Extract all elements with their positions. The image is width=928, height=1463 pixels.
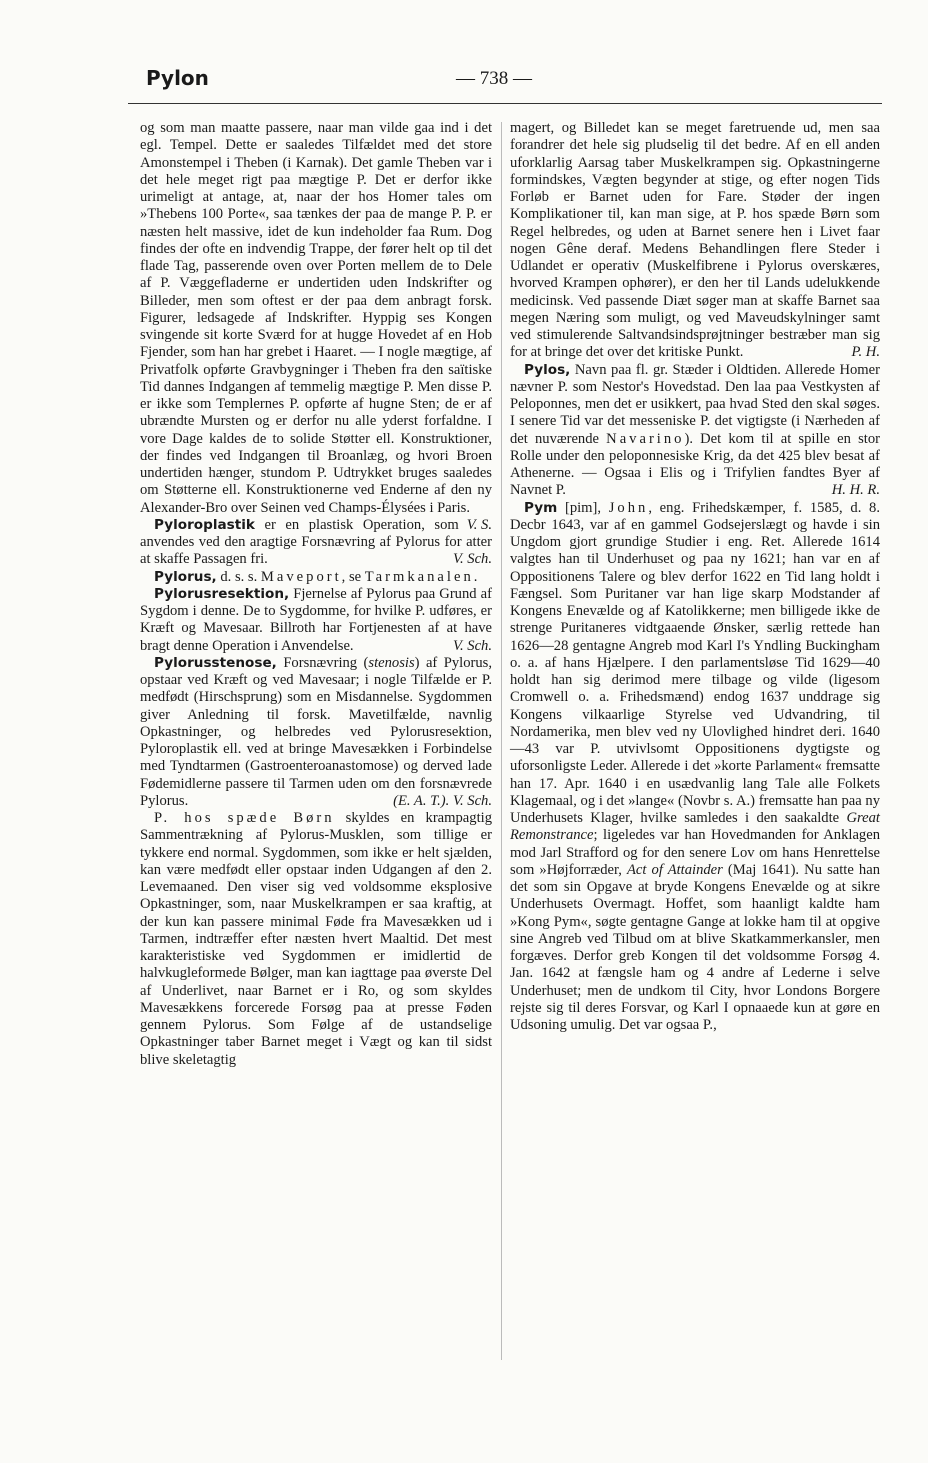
headword: Pylorusstenose, (154, 654, 277, 671)
right-column (510, 120, 880, 1034)
page-header (146, 62, 880, 102)
entry-text: , se (341, 568, 365, 585)
entry-text: Navn paa fl. gr. Stæder i Oldtiden. Allerede Homer nævner P. som Nestor's Hovedstad. Den laa paa Vestkysten af Peloponnes, men det er usikkert, paa hvad Sted den skal søges. I senere Tid var det messeniske P. det vigtigste (i Nærheden af det nuværende (510, 361, 880, 447)
italic-term: stenosis (368, 654, 415, 671)
spaced-term: John (608, 499, 649, 516)
entry-pym (510, 500, 880, 1035)
entry-text: ). Det kom til at spille en stor Rolle under den peloponnesiske Krig, da det 425 blev besat af Athenerne. — Ogsaa i Elis og i Trifylien fandtes Byer af Navnet P. (510, 430, 880, 499)
headword: Pylos, (524, 361, 571, 378)
headword: Pylorusresektion, (154, 585, 290, 602)
entry-text: Fjernelse af Pylorus paa Grund af Sygdom i denne. De to Sygdomme, for hvilke P. udføres, er Kræft og Mavesaar. Billroth har Fortjenesten af at have bragt denne Operation i Anvendelse. (140, 585, 492, 654)
entry-text: ; ligeledes var han Hovedmanden for Anklagen mod Jarl Strafford og for den senere Lov om hans Henrettelse som »Højforræder, (510, 827, 880, 878)
paragraph-text: magert, og Billedet kan se meget faretruende ud, men saa forandrer det hele sig pludselig til det bedre. Af en ell anden uforklarlig Aarsag taber Muskelkrampen sig. Opkastningerne formindskes, Vægten begynder at stige, og efter nogen Tids Forløb er Barnet uden for Fare. Støder der ingen Komplikationer til, kan man sige, at P. hos spæde Børn som Regel helbredes, og uden at Barnet senere hen i Livet faar nogen Gêne deraf. Medens Behandlingen flere Steder i Udlandet er operativ (Muskelfibrene i Pylorus overskæres, hvorved Krampen ophører), er den her til Lands udelukkende medicinsk. Ved passende Diæt søger man at skaffe Barnet saa megen Næring som muligt, og ved Maveudskylninger samt ved stimulerende Saltvandsindsprøjtninger bestræber man sig for at bringe det over det kritiske Punkt. (510, 120, 880, 361)
entry-pylorus (140, 569, 492, 586)
entry-text: ) af Pylorus, opstaar ved Kræft og ved Mavesaar; i nogle Tilfælde er P. medfødt (Hirschsprung) som en Misdannelse. Sygdommen giver Anledning til forsk. Mavetilfælde, navnlig Opkastninger, og helbredes ved Pylorusresektion, Pyloroplastik ell. ved at bringe Mavesækken i Forbindelse med Tyndtarmen (Gastroenteroanastomose) og derved lade Fødemidlerne passere til Tarmen uden om den forsnævrede Pylorus. (140, 654, 492, 809)
spaced-term: Tarmkanalen (364, 568, 474, 585)
page-number: — 738 — (456, 68, 532, 89)
entry-pylos (510, 362, 880, 500)
entry-pylorusstenose (140, 655, 492, 810)
italic-term: Great Remonstrance (510, 810, 880, 844)
headword: Pyloroplastik (154, 516, 255, 533)
spaced-term: P. hos spæde Børn (154, 810, 335, 826)
signature: (E. A. T.). V. Sch. (393, 792, 492, 809)
entry-text: (Maj 1641). Nu satte han det som sin Opgave at bryde Kongens Enevælde og at sikre Underhusets Overmagt. Hoffet, som haanligt kaldte ham »Kong Pym«, søgte gentagne Gange at lokke ham til at opgive sine Angreb ved Tilbud om at blive Skatkammerkansler, men forgæves. Derfor greb Kongen til det voldsomme Forsøg 4. Jan. 1642 at fængsle ham og 4 andre af Lederne i selve Underhuset; men de undkom til City, hvor Londons Borgere rejste sig til deres Forsvar, og Karl I opnaaede kun at gøre en Udsoning umulig. Det var ogsaa P., (510, 861, 880, 1033)
spaced-term: Navarino (606, 430, 685, 447)
headword: Pym (524, 499, 558, 516)
entry-text: . (473, 568, 478, 585)
continued-paragraph (510, 120, 880, 362)
entry-text: d. s. s. (216, 568, 261, 585)
signature: V. S. (466, 516, 492, 533)
signature: V. Sch. (452, 637, 492, 654)
signature: V. Sch. (452, 551, 492, 568)
headword: Pylorus, (154, 568, 217, 585)
signature: P. H. (851, 344, 880, 361)
entry-text: er en plastisk Operation, som anvendes ved den aragtige Forsnævring af Pylorus for atter at skaffe Passagen fri. (140, 516, 492, 568)
running-head: Pylon (146, 66, 209, 90)
entry-text: Forsnævring ( (276, 654, 369, 671)
signature: H. H. R. (831, 482, 880, 499)
entry-pylorusresektion (140, 586, 492, 655)
entry-text: [pim], (557, 499, 609, 516)
subentry-spaede-born (140, 810, 492, 1069)
paragraph-text: og som man maatte passere, naar man vilde gaa ind i det egl. Tempel. Dette er saaledes Tilfældet med det store Amonstempel i Theben (i Karnak). Det gamle Theben var i det hele meget rigt paa mægtige P. Det er derfor ikke urimeligt at antage, at, naar der hos Homer tales om »Thebens 100 Porte«, saa tænkes der paa de mange P. P. er næsten helt massive, idet de kun indeholder faa Rum. Dog findes der ofte en indvendig Trappe, der fører helt op til det flade Tag, passerende oven over Porten mellem de to Dele af P. Væggefladerne er undertiden uden Indskrifter og Billeder, men som oftest er der paa dem anbragt forsk. Figurer, ledsagede af Indskrifter. Hyppig ses Kongen svingende sit korte Sværd for at hugge Hovedet af en Hob Fjender, som han har grebet i Haaret. — I nogle mægtige, af Privatfolk opførte Gravbygninger i Theben fra den saïtiske Tid dannes Indgangen af temmelig mægtige P. Men disse P. er ikke som Templernes P. opførte af hugne Sten; de er af ubrændte Mursten og er derfor nu alle yderst forfaldne. I vore Dage kaldes de to solide Støtter ell. Konstruktioner, der findes ved Indgangen til Broanlæg, og hvori Broen undertiden hænger, stundom P. Udtrykket bruges saaledes om Støtterne ell. Konstruktionerne ved Enderne af den ny Alexander-Bro over Seinen ved Champs-Élysées i Paris. (140, 120, 492, 516)
entry-text: skyldes en krampagtig Sammentrækning af Pylorus-Musklen, som tillige er tykkere end normal. Sygdommen, som ikke er helt sjælden, kan være medfødt eller opstaar inden Udgangen af den 2. Levemaaned. Den viser sig ved voldsomme eksplosive Opkastninger, som, naar Muskelkrampen er saa kraftig, at der kun kan passere minimal Føde fra Mavesækken ud i Tarmen, indtræffer efter næsten hvert Maaltid. Det mest karakteristiske ved Sygdommen er imidlertid de halvkugleformede Bølger, man kan iagttage paa øverste Del af Underlivet, naar Barnet er i Ro, og som skyldes Mavesækkens forcerede Forsøg paa at presse Føden gennem Pylorus. Som Følge af de ustandselige Opkastninger taber Barnet meget i Vægt og kan til sidst blive skeletagtig (140, 810, 492, 1068)
entry-pyloroplastik (140, 517, 492, 569)
left-column (140, 120, 492, 1069)
header-rule (128, 103, 882, 104)
italic-term: Act of Attainder (627, 861, 723, 878)
spaced-term: Maveport (260, 568, 342, 585)
entry-text: , eng. Frihedskæmper, f. 1585, d. 8. Decbr 1643, var af en gammel Godsejerslægt og havde i sin Ungdom gjort grundige Studier i eng. Ret. Allerede 1614 valgtes han til Underhuset og paa ny 1621; han var en af Oppositionens Talere og blev derfor 1622 en Tid lang holdt i Fængsel. Som Puritaner var han lige skarp Modstander af Kongens Enevælde og af Katolikkerne; men billigede ikke de strenge Puritaneres vidtgaaende Ønsker, særlig rettede han 1626—28 gentagne Angreb mod Karl I's Yndling Buckingham o. a. af hans Hjælpere. I den parlamentsløse Tid 1629—40 holdt han sig derimod mere tilbage og vilde (ligesom Cromwell o. a. Frihedsmænd) endog 1637 unddrage sig Kongens vilkaarlige Styrelse ved Udvandring, til Nordamerika, men blev ved ny Ulovlighed hindret deri. 1640—43 var P. utvivlsomt Oppositionens dygtigste og uforsonligste Leder. Allerede i det »korte Parlament« fremsatte han 17. Apr. 1640 i en usædvanlig lang Tale alle Folkets Klagemaal, og i det »lange« (Novbr s. A.) fremsatte han paa ny Underhusets Klager, hvilke samledes i den saakaldte (510, 499, 880, 826)
column-divider (501, 122, 502, 1360)
